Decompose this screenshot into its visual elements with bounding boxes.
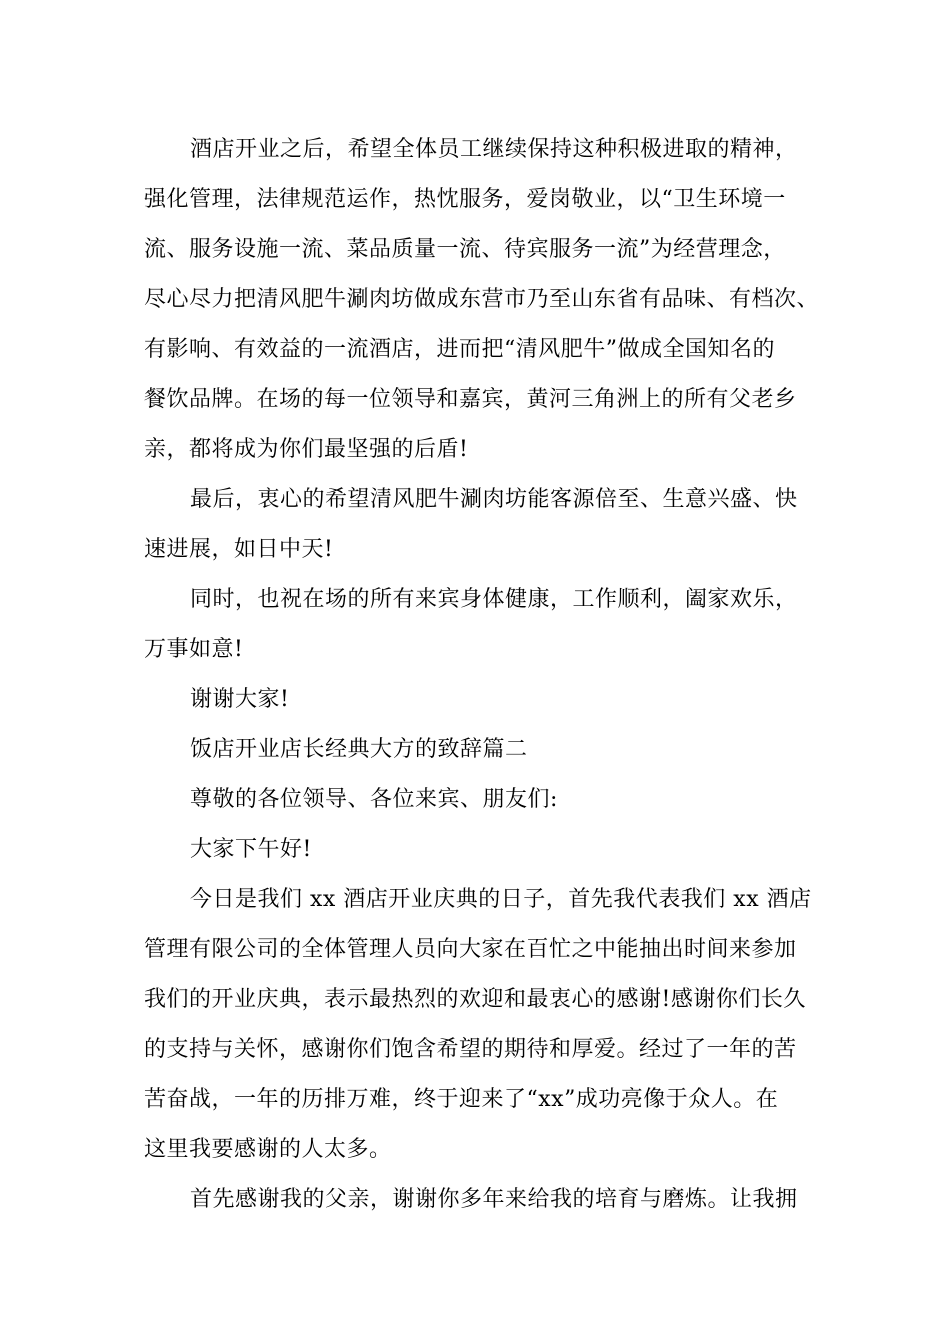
text-line: 流、服务设施一流、菜品质量一流、待宾服务一流”为经营理念， [144,237,786,262]
text-line: 谢谢大家! [190,687,290,712]
text-line: 我们的开业庆典，表示最热烈的欢迎和最衷心的感谢!感谢你们长久 [144,987,806,1012]
text-line: 管理有限公司的全体管理人员向大家在百忙之中能抽出时间来参加 [144,937,797,962]
text-line: 大家下午好! [190,837,312,862]
text-line: 万事如意! [144,637,244,662]
text-line: 速进展，如日中天! [144,537,334,562]
text-line: 有影响、有效益的一流酒店，进而把“清风肥牛”做成全国知名的 [144,337,775,362]
text-line: 今日是我们 xx 酒店开业庆典的日子，首先我代表我们 xx 酒店 [190,887,812,912]
text-line: 亲，都将成为你们最坚强的后盾! [144,437,469,462]
text-line: 尽心尽力把清风肥牛涮肉坊做成东营市乃至山东省有品味、有档次、 [144,287,820,312]
text-line: 苦奋战，一年的历排万难，终于迎来了“xx”成功亮像于众人。在 [144,1087,779,1112]
text-line: 首先感谢我的父亲，谢谢你多年来给我的培育与磨炼。让我拥 [190,1187,798,1212]
text-line: 酒店开业之后，希望全体员工继续保持这种积极进取的精神， [190,137,798,162]
text-line: 最后，衷心的希望清风肥牛涮肉坊能客源倍至、生意兴盛、快 [190,487,798,512]
text-line: 同时，也祝在场的所有来宾身体健康，工作顺利，阖家欢乐， [190,587,798,612]
text-line: 这里我要感谢的人太多。 [144,1137,392,1162]
text-line: 餐饮品牌。在场的每一位领导和嘉宾，黄河三角洲上的所有父老乡 [144,387,797,412]
text-line: 强化管理，法律规范运作，热忱服务，爱岗敬业，以“卫生环境一 [144,187,786,212]
section-title: 饭店开业店长经典大方的致辞篇二 [190,737,528,762]
text-line: 的支持与关怀，感谢你们饱含希望的期待和厚爱。经过了一年的苦 [144,1037,797,1062]
text-line: 尊敬的各位领导、各位来宾、朋友们: [190,787,558,812]
